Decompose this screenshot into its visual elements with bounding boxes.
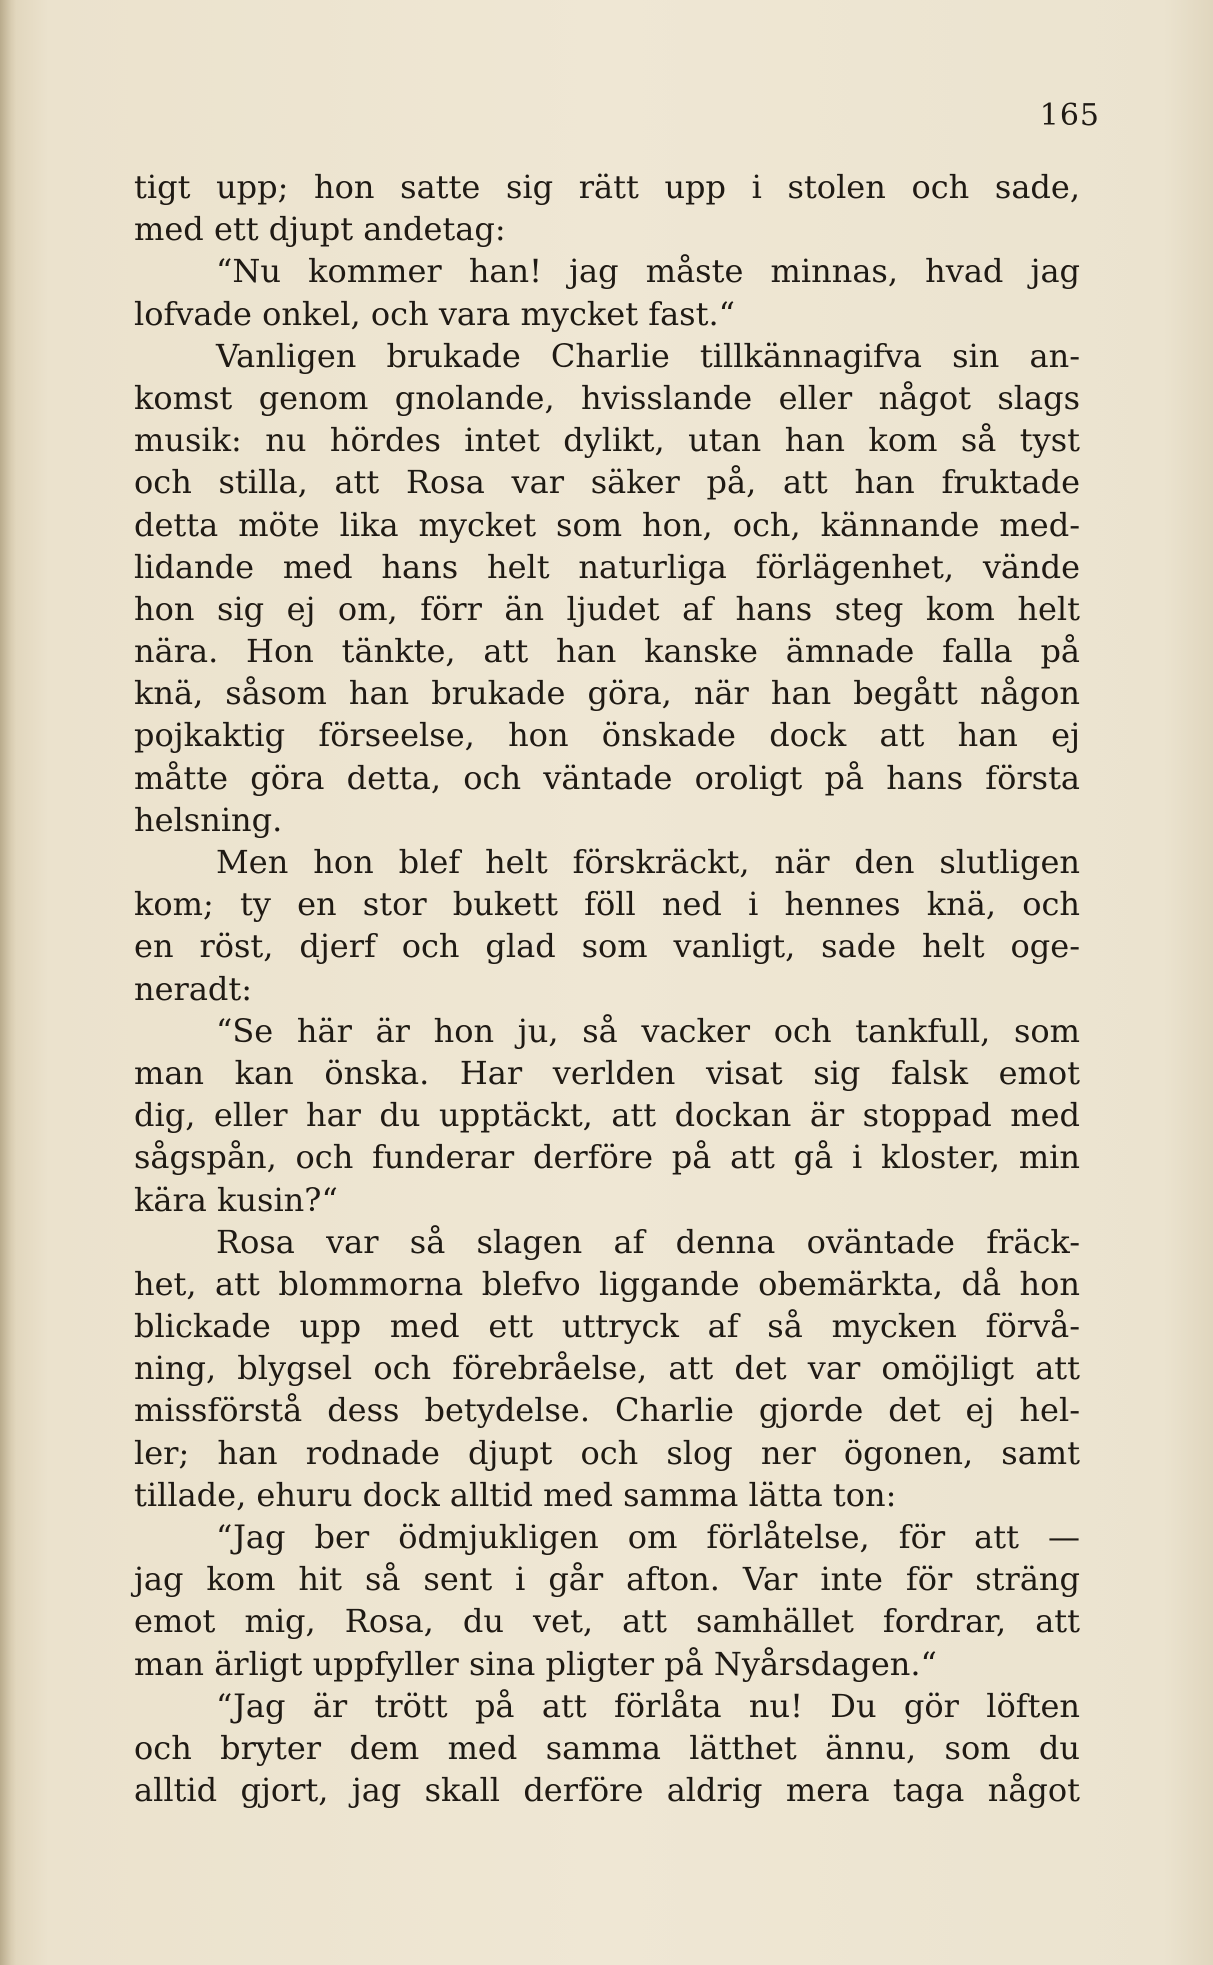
text-line: en röst, djerf och glad som vanligt, sade helt oge- [134,927,1080,966]
text-line: komst genom gnolande, hvisslande eller något slags [134,378,1080,417]
text-line: “Jag är trött på att förlåta nu! Du gör löften [216,1686,1080,1725]
text-line: måtte göra detta, och väntade oroligt på hans första [134,758,1080,797]
text-line: Vanligen brukade Charlie tillkännagifva sin an- [216,336,1080,375]
text-line: med ett djupt andetag: [134,210,506,249]
text-line: detta möte lika mycket som hon, och, kännande med- [134,505,1080,544]
text-line: Rosa var så slagen af denna oväntade fräck- [216,1222,1080,1261]
text-line: hon sig ej om, förr än ljudet af hans steg kom helt [134,589,1080,628]
text-line: lofvade onkel, och vara mycket fast.“ [134,294,735,333]
text-line: nära. Hon tänkte, att han kanske ämnade falla på [134,632,1080,671]
text-line: ning, blygsel och förebråelse, att det var omöjligt att [134,1349,1080,1388]
text-line: tigt upp; hon satte sig rätt upp i stolen och sade, [134,168,1080,206]
text-line: neradt: [134,969,253,1008]
text-line: knä, såsom han brukade göra, när han begått någon [134,674,1080,713]
text-line: emot mig, Rosa, du vet, att samhället fordrar, att [134,1602,1080,1641]
page-gutter-shadow [0,0,16,1965]
text-line: missförstå dess betydelse. Charlie gjorde det ej hel- [134,1391,1080,1430]
body-text [134,166,1080,1811]
text-line: “Jag ber ödmjukligen om förlåtelse, för att — [216,1518,1080,1556]
text-line: Men hon blef helt förskräckt, när den slutligen [216,843,1080,881]
text-line: het, att blommorna blefvo liggande obemärkta, då hon [134,1264,1080,1303]
text-line: och bryter dem med samma lätthet ännu, som du [134,1728,1080,1767]
text-line: “Se här är hon ju, så vacker och tankfull, som [216,1011,1080,1050]
page-number: 165 [1039,98,1100,133]
text-line: jag kom hit så sent i går afton. Var inte för sträng [134,1560,1080,1599]
text-line: pojkaktig förseelse, hon önskade dock att han ej [134,716,1080,755]
text-line: musik: nu hördes intet dylikt, utan han kom så tyst [134,421,1080,460]
text-line: alltid gjort, jag skall derföre aldrig mera taga något [134,1771,1080,1810]
text-line: kom; ty en stor bukett föll ned i hennes knä, och [134,885,1080,924]
text-line: sågspån, och funderar derföre på att gå i kloster, min [134,1138,1080,1177]
text-line: man kan önska. Har verlden visat sig falsk emot [134,1053,1080,1092]
text-line: lidande med hans helt naturliga förlägenhet, vände [134,547,1080,586]
text-line: tillade, ehuru dock alltid med samma lätta ton: [134,1475,897,1514]
text-line: kära kusin?“ [134,1180,338,1219]
text-line: man ärligt uppfyller sina pligter på Nyårsdagen.“ [134,1644,937,1683]
text-line: dig, eller har du upptäckt, att dockan är stoppad med [134,1096,1080,1135]
text-line: och stilla, att Rosa var säker på, att han fruktade [134,463,1080,502]
text-line: “Nu kommer han! jag måste minnas, hvad jag [216,252,1080,291]
text-line: ler; han rodnade djupt och slog ner ögonen, samt [134,1433,1080,1472]
text-line: blickade upp med ett uttryck af så mycken förvå- [134,1307,1080,1346]
text-line: helsning. [134,800,283,839]
